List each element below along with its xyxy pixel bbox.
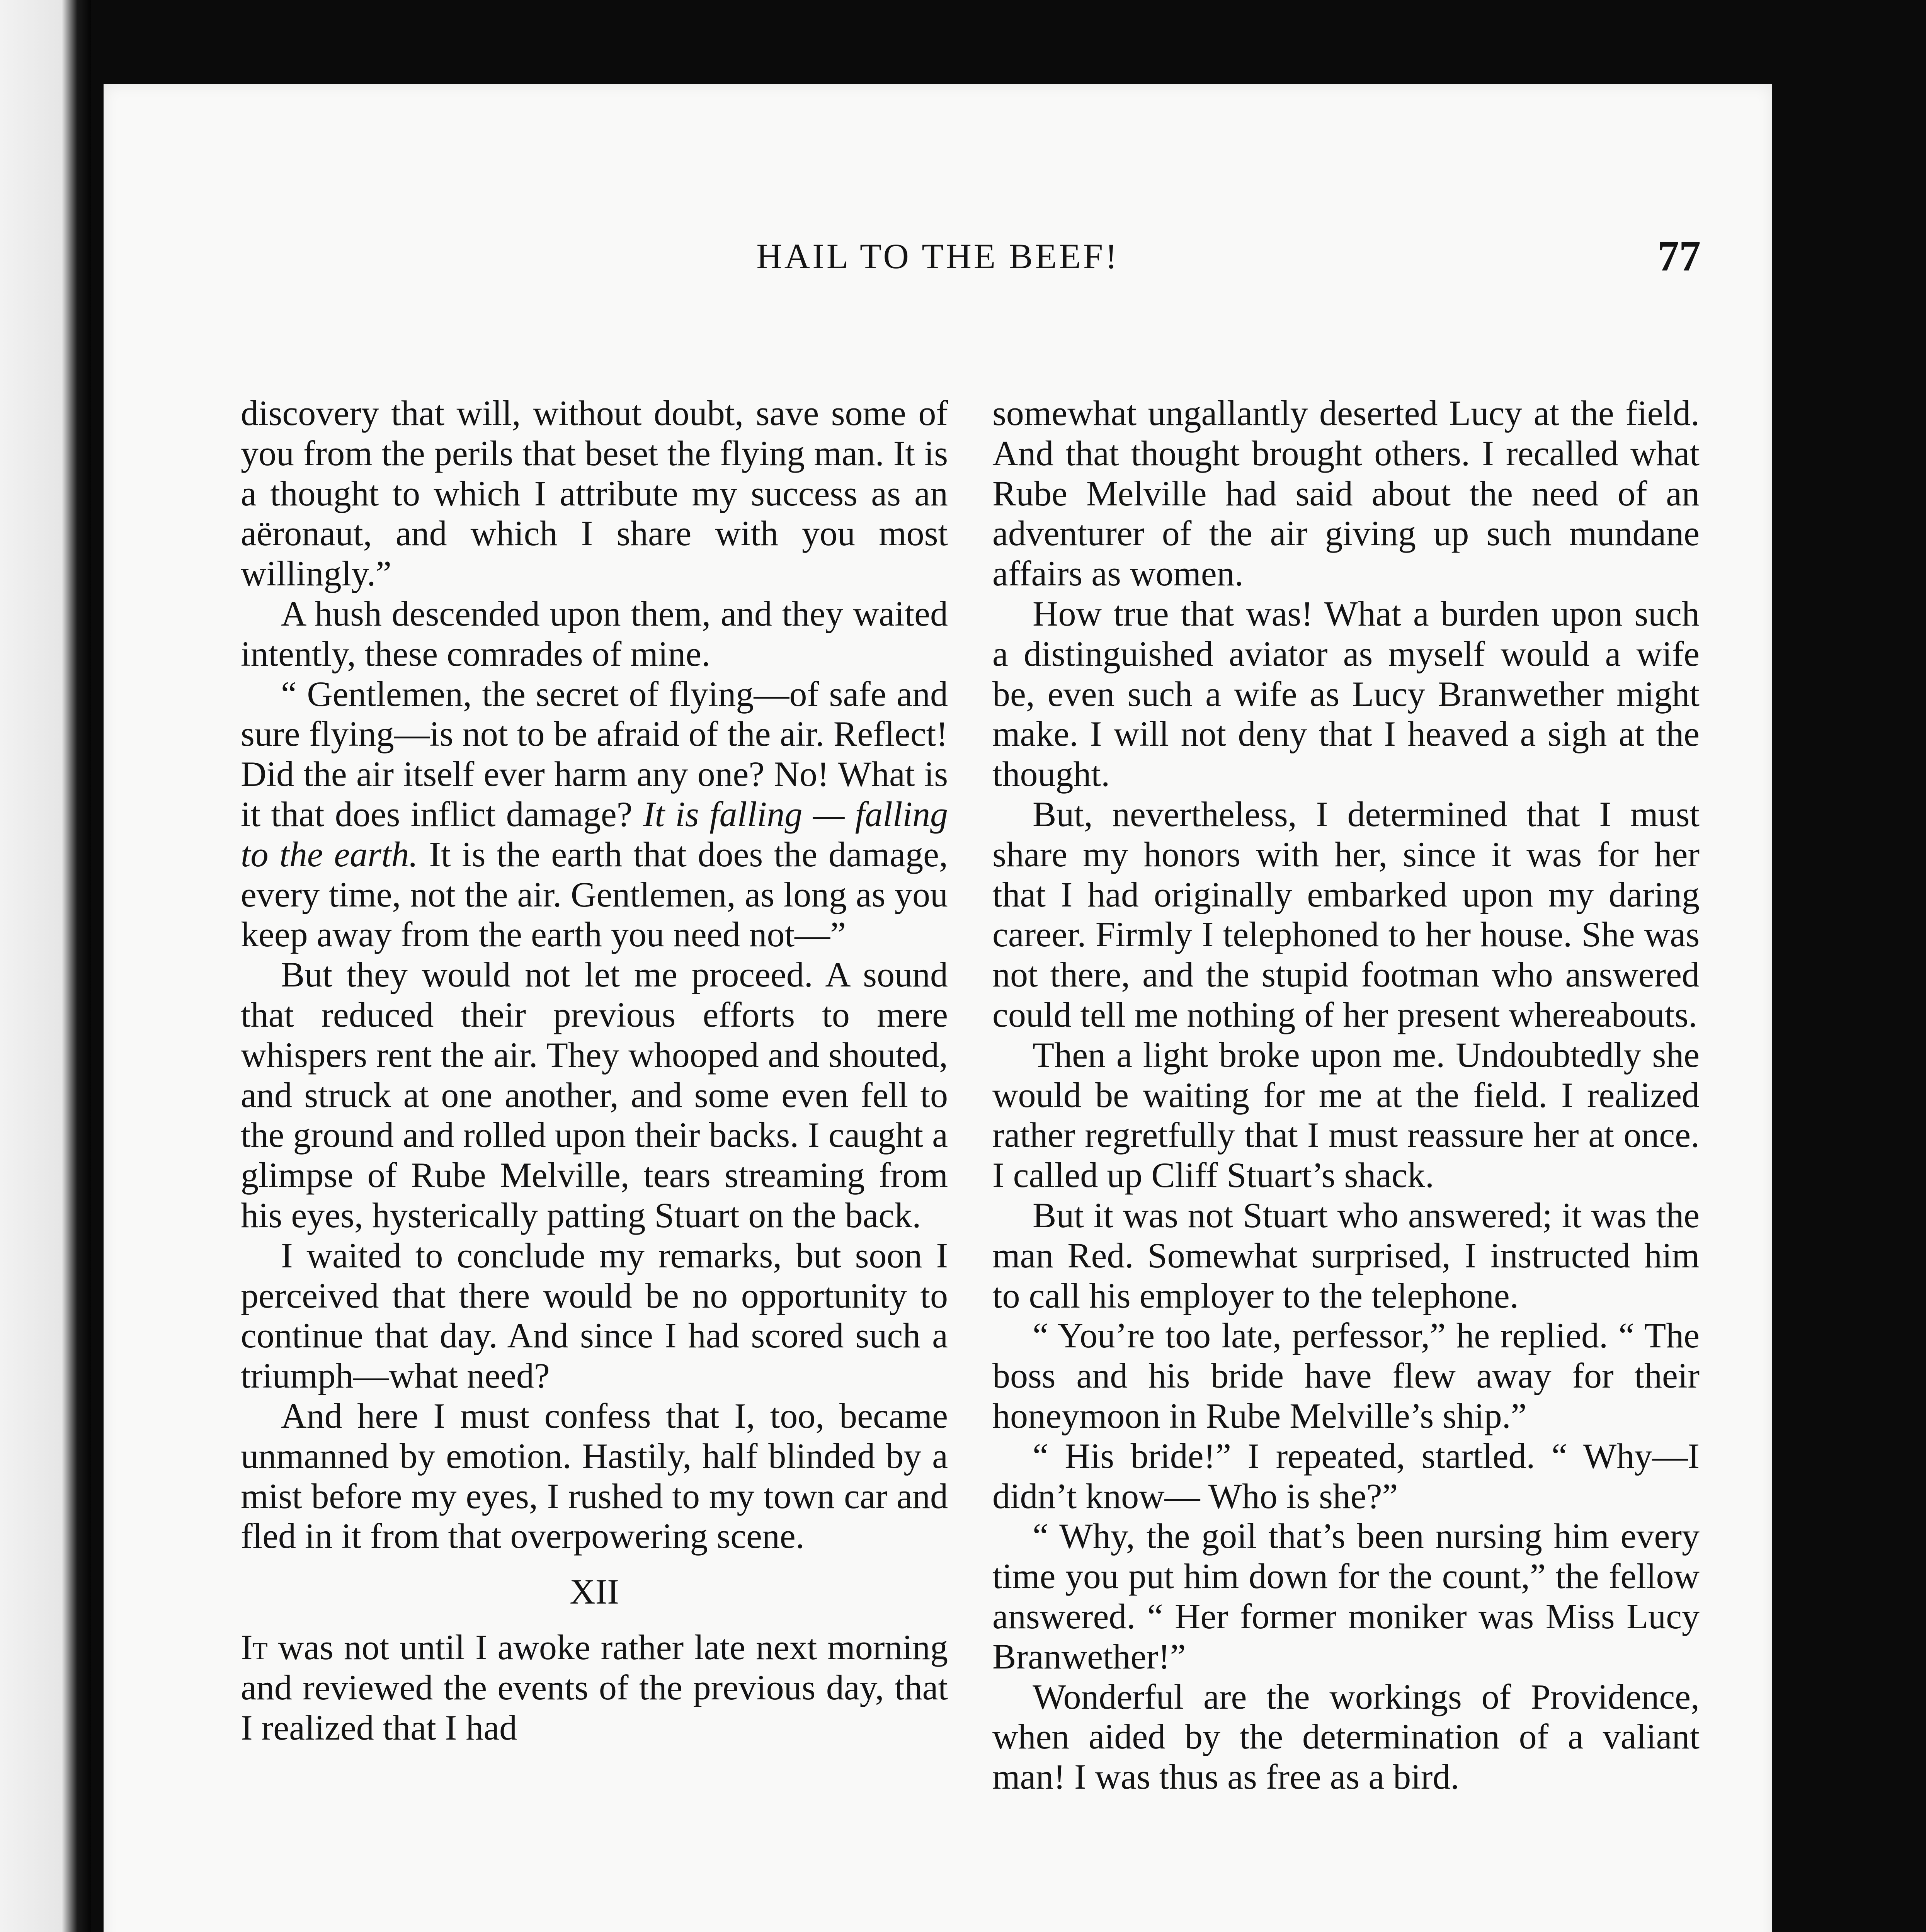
paragraph bbox=[241, 1628, 948, 1748]
paragraph: I waited to conclude my remarks, but soon I perceived that there would be no opportunity to continue that day. And since I had scored such a triumph—what need? bbox=[241, 1235, 948, 1396]
magazine-page bbox=[104, 84, 1772, 1932]
paragraph: “ His bride!” I repeated, startled. “ Why—I didn’t know— Who is she?” bbox=[992, 1436, 1700, 1516]
paragraph: Wonderful are the workings of Providence, when aided by the determination of a valiant man! I was thus as free as a bird. bbox=[992, 1677, 1700, 1797]
paragraph bbox=[241, 674, 948, 955]
left-column bbox=[241, 393, 948, 1748]
paragraph: Then a light broke upon me. Undoubtedly she would be waiting for me at the field. I realized rather regretfully that I must reassure her at once. I called up Cliff Stuart’s shack. bbox=[992, 1035, 1700, 1195]
paragraph-text: was not until I awoke rather late next morning and reviewed the events of the previous day, that I realized that I had bbox=[241, 1627, 948, 1747]
paragraph: But they would not let me proceed. A sound that reduced their previous efforts to mere whispers rent the air. They whooped and shouted, and struck at one another, and some even fell to the ground and rolled upon their backs. I caught a glimpse of Rube Melville, tears streaming from his eyes, hysterically patting Stuart on the back. bbox=[241, 955, 948, 1235]
italic-emphasis: It is falling — falling to the earth. bbox=[241, 794, 948, 874]
paragraph: discovery that will, without doubt, save some of you from the perils that beset the flying man. It is a thought to which I attribute my success as an aëronaut, and which I share with you most willingly.” bbox=[241, 393, 948, 594]
page-number: 77 bbox=[1657, 232, 1701, 280]
paragraph: “ Why, the goil that’s been nursing him every time you put him down for the count,” the fellow answered. “ Her former moniker was Miss Lucy Branwether!” bbox=[992, 1516, 1700, 1676]
binding-shadow bbox=[0, 0, 91, 1932]
paragraph: somewhat ungallantly deserted Lucy at the field. And that thought brought others. I recalled what Rube Melville had said about the need of an adventurer of the air giving up such mundane affairs as women. bbox=[992, 393, 1700, 594]
drop-lead-word: It bbox=[241, 1627, 268, 1667]
paragraph: How true that was! What a burden upon such a distinguished aviator as myself would a wife be, even such a wife as Lucy Branwether might make. I will not deny that I heaved a sigh at the thought. bbox=[992, 594, 1700, 794]
running-title: HAIL TO THE BEEF! bbox=[756, 236, 1120, 276]
paragraph: But it was not Stuart who answered; it was the man Red. Somewhat surprised, I instructed him to call his employer to the telephone. bbox=[992, 1195, 1700, 1315]
paragraph-text: “ Gentlemen, the secret of flying—of safe and sure flying—is not to be afraid of the air. Reflect! Did the air itself ever harm any one? No! What is it that does inflict damage? bbox=[241, 674, 948, 834]
paragraph: But, nevertheless, I determined that I must share my honors with her, since it was for her that I had originally embarked upon my daring career. Firmly I telephoned to her house. She was not there, and the stupid footman who answered could tell me nothing of her present whereabouts. bbox=[992, 794, 1700, 1034]
page-header bbox=[104, 227, 1772, 285]
paragraph-text: It is the earth that does the damage, every time, not the air. Gentlemen, as long as you keep away from the earth you need not—” bbox=[241, 834, 948, 954]
paragraph: And here I must confess that I, too, became unmanned by emotion. Hastily, half blinded by a mist before my eyes, I rushed to my town car and fled in it from that overpowering scene. bbox=[241, 1396, 948, 1556]
paragraph: “ You’re too late, perfessor,” he replied. “ The boss and his bride have flew away for their honeymoon in Rube Melville’s ship.” bbox=[992, 1316, 1700, 1435]
paragraph: A hush descended upon them, and they waited intently, these comrades of mine. bbox=[241, 594, 948, 673]
right-column bbox=[992, 393, 1700, 1797]
section-heading: XII bbox=[570, 1572, 619, 1612]
